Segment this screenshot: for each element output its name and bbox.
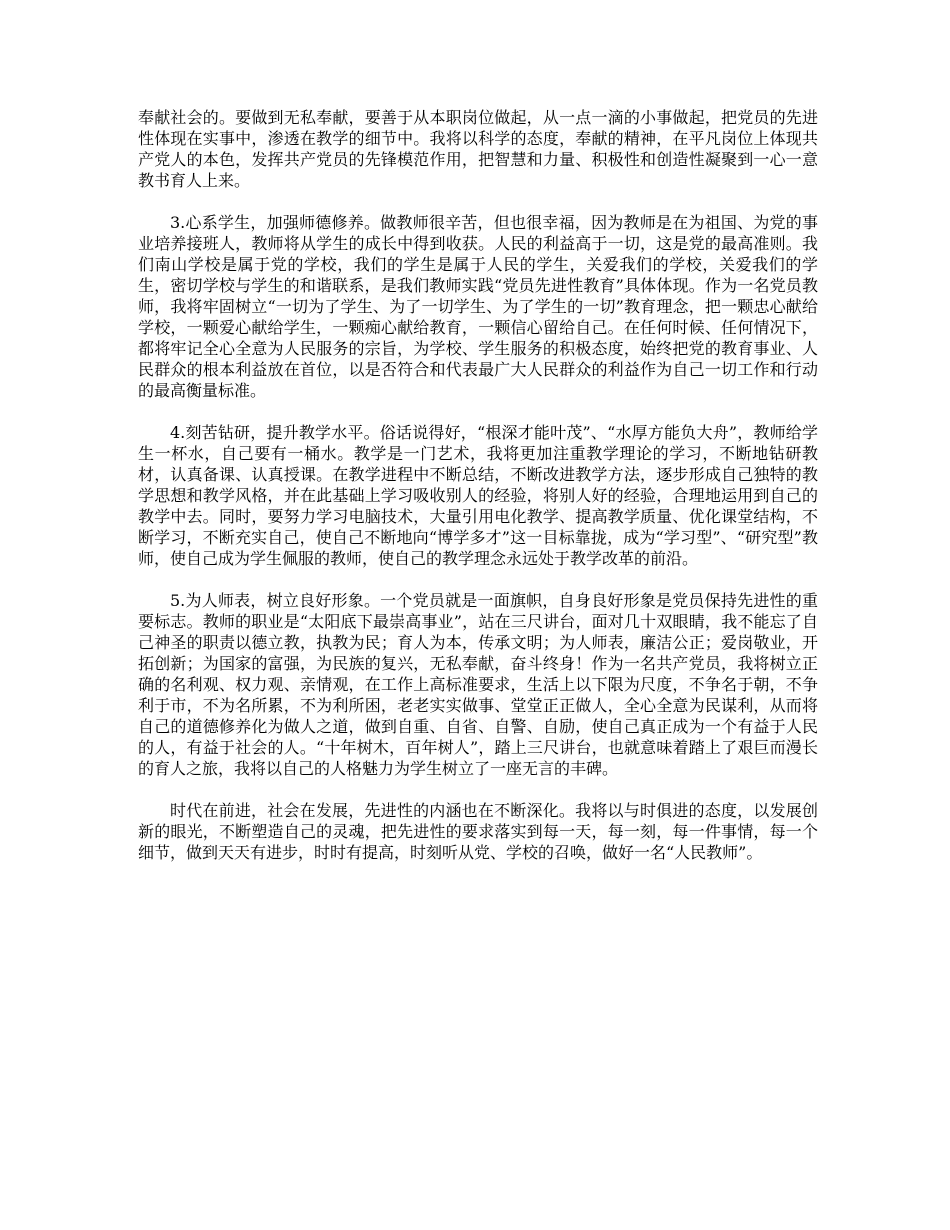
paragraph-continuation: 奉献社会的。要做到无私奉献，要善于从本职岗位做起，从一点一滴的小事做起，把党员的先进性体现在实事中，渗透在教学的细节中。我将以科学的态度，奉献的精神，在平凡岗位上体现共产党人的本色，发挥共产党员的先锋模范作用，把智慧和力量、积极性和创造性凝聚到一心一意教书育人上来。: [138, 108, 818, 190]
paragraph-point-3: 3.心系学生，加强师德修养。做教师很辛苦，但也很幸福，因为教师是在为祖国、为党的事业培养接班人，教师将从学生的成长中得到收获。人民的利益高于一切，这是党的最高准则。我们南山学校是属于党的学校，我们的学生是属于人民的学生，关爱我们的学校，关爱我们的学生，密切学校与学生的和谐联系，是我们教师实践“党员先进性教育”具体体现。作为一名党员教师，我将牢固树立“一切为了学生、为了一切学生、为了学生的一切”教育理念，把一颗忠心献给学校，一颗爱心献给学生，一颗痴心献给教育，一颗信心留给自己。在任何时候、任何情况下，都将牢记全心全意为人民服务的宗旨，为学校、学生服务的积极态度，始终把党的教育事业、人民群众的根本利益放在首位，以是否符合和代表最广大人民群众的利益作为自己一切工作和行动的最高衡量标准。: [138, 213, 818, 400]
paragraph-point-4: 4.刻苦钻研，提升教学水平。俗话说得好，“根深才能叶茂”、“水厚方能负大舟”，教师给学生一杯水，自己要有一桶水。教学是一门艺术，我将更加注重教学理论的学习，不断地钻研教材，认真备课、认真授课。在教学进程中不断总结，不断改进教学方法，逐步形成自己独特的教学思想和教学风格，并在此基础上学习吸收别人的经验，将别人好的经验，合理地运用到自己的教学中去。同时，要努力学习电脑技术，大量引用电化教学、提高教学质量、优化课堂结构，不断学习，不断充实自己，使自己不断地向“博学多才”这一目标靠拢，成为“学习型”、“研究型”教师，使自己成为学生佩服的教师，使自己的教学理念永远处于教学改革的前沿。: [138, 423, 818, 568]
document-body: [138, 107, 818, 884]
paragraph-conclusion: 时代在前进，社会在发展，先进性的内涵也在不断深化。我将以与时俱进的态度，以发展创新的眼光，不断塑造自己的灵魂，把先进性的要求落实到每一天，每一刻，每一件事情，每一个细节，做到天天有进步，时时有提高，时刻听从党、学校的召唤，做好一名“人民教师”。: [138, 801, 818, 862]
paragraph-point-5: 5.为人师表，树立良好形象。一个党员就是一面旗帜，自身良好形象是党员保持先进性的重要标志。教师的职业是“太阳底下最崇高事业”，站在三尺讲台，面对几十双眼睛，我不能忘了自己神圣的职责以德立教，执教为民；育人为本，传承文明；为人师表，廉洁公正；爱岗敬业，开拓创新；为国家的富强，为民族的复兴，无私奉献，奋斗终身！作为一名共产党员，我将树立正确的名利观、权力观、亲情观，在工作上高标准要求，生活上以下限为尺度，不争名于朝，不争利于市，不为名所累，不为利所困，老老实实做事、堂堂正正做人，全心全意为民谋利，从而将自己的道德修养化为做人之道，做到自重、自省、自警、自励，使自己真正成为一个有益于人民的人，有益于社会的人。“十年树木，百年树人”，踏上三尺讲台，也就意味着踏上了艰巨而漫长的育人之旅，我将以自己的人格魅力为学生树立了一座无言的丰碑。: [138, 591, 818, 778]
